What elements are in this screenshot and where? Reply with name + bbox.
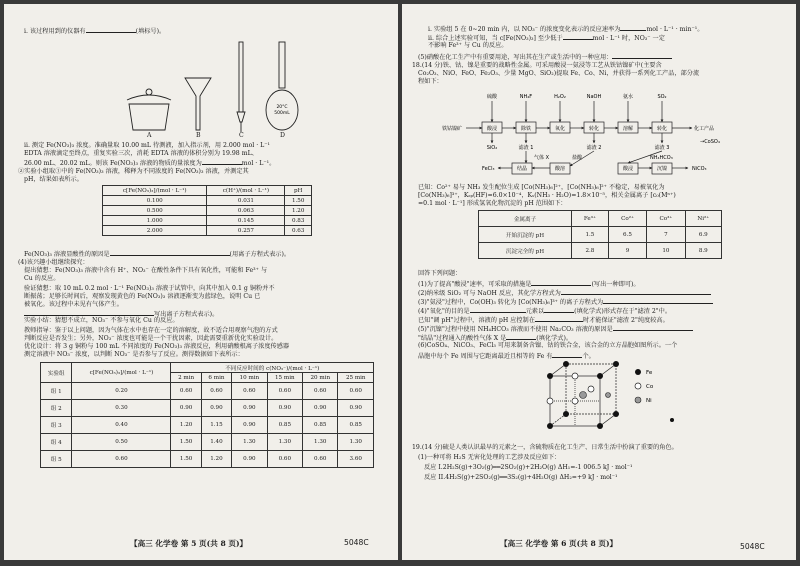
- text-line: 已知：Co²⁺ 易与 NH₃ 发生配位生成 [Co(NH₃)₆]²⁺，[Co(NH₃)₆]²⁺ 不稳定，易被氧化为: [418, 184, 665, 191]
- nitrate-table: 实验组 c[Fe(NO₃)₃]/(mol · L⁻¹) 不同反应时间的 c(NO₃⁻)/(mol · L⁻¹) 2 min 6 min 10 min 15 min 20 min 25 min 组 1 0.20 0.60 0.60 0.60 0.60 0.60 0.60 组 2 0.30 0.90 0.90 0.90 0.90 0.90 0.90 组 3 0.40 1.20 1.15 0.90 0.85 0.85 0.85 组 4 0.50 1.50 1.40 1.30 1.30 1.30 1.30 组 5 0.60 1.50 1.20 0.90 0.60 0.60 3.60: [40, 362, 374, 468]
- instr-label-c: C: [239, 132, 244, 139]
- text-line: Cu 的反应。: [24, 275, 60, 282]
- process-flow-diagram: [442, 87, 752, 179]
- flow-filtrate: 滤渣 1: [518, 145, 534, 151]
- table-row: 0.500 0.063 1.20: [103, 206, 312, 216]
- flow-sio2: SiO₂: [486, 145, 498, 151]
- text-line: 不影响 Fe³⁺ 与 Cu 的反应。: [428, 42, 508, 49]
- text-line: 18.(14 分)铁、钴、镍是重要的战略性金属。可采用酸浸一氨浸等工艺从铁钴镍矿中(主要含: [412, 62, 662, 69]
- text-line: (4)"氧化"的目的是 元素以 (填化学式)形式存在于"滤渣 2"中。: [418, 308, 672, 315]
- flow-filtrate: 滤渣 3: [654, 145, 670, 151]
- instr-label-b: B: [196, 132, 201, 139]
- flow-reagent: NH₄F: [519, 94, 533, 100]
- flow-reagent: 硫酸: [486, 94, 498, 100]
- flow-reagent: NaOH: [586, 94, 602, 100]
- page-code: 5048C: [740, 542, 765, 551]
- text-line: (3)"氨浸"过程中，Co(OH)₃ 转化为 [Co(NH₃)₆]³⁺ 的离子方程式为: [418, 297, 713, 307]
- legend-co-icon: [635, 383, 641, 389]
- funnel-icon: [185, 78, 211, 130]
- stray-dot: [670, 418, 674, 422]
- text-line: i. 实验组 5 在 0~20 min 内，以 NO₃⁻ 的浓度变化表示的反应速率为 mol · L⁻¹ · min⁻¹。: [428, 26, 704, 33]
- text-line: 断振荡；足够长时间后，观察发现黄色的 Fe(NO₃)₃ 溶液逐渐变为蓝绿色，说明 Cu 已: [24, 293, 261, 300]
- flow-step: 转化: [588, 126, 600, 132]
- crucible-icon: [127, 89, 171, 130]
- flow-bottom: NiCO₃: [692, 166, 707, 172]
- text-line: 测定溶液中 NO₃⁻ 浓度，以判断 NO₃⁻ 是否参与了反应。测得数据如下表所示：: [24, 351, 244, 358]
- flow-gas-x: 气体 X: [534, 155, 550, 161]
- text-line: 优化设计：将 3 g 铜粉与 100 mL 不同浓度的 Fe(NO₃)₃ 溶液反应，利用硝酸根离子浓度传感器: [24, 343, 290, 350]
- ph-table: c[Fe(NO₃)₃]/(mol · L⁻¹) c(H⁺)/(mol · L⁻¹) pH 0.100 0.031 1.50 0.500 0.063 1.20 1.000 0.145 0.83 2.000 0.257 0.63: [102, 185, 312, 236]
- instr-label-a: A: [147, 132, 152, 139]
- text-line: (5)"沉镍"过程中使用 NH₄HCO₃ 溶液而不使用 Na₂CO₃ 溶液的原因是: [418, 324, 693, 334]
- table-row: 组 4 0.50 1.50 1.40 1.30 1.30 1.30 1.30: [41, 434, 374, 451]
- text-line: (4)该兴趣小组继续探究：: [18, 259, 89, 266]
- flow-coso4: →CoSO₄: [700, 139, 720, 145]
- text-line: 程如下：: [418, 78, 443, 85]
- text-line: EDTA 溶液滴定至终点，重复实验三次，消耗 EDTA 溶液的体积分别为 19.98 mL、: [24, 150, 258, 157]
- text-line: =0.1 mol · L⁻¹] 形成氢氧化物沉淀的 pH 范围如下：: [418, 200, 567, 207]
- text-line: [Co(NH₃)₆]³⁺，Kₛₚ(HF)=6.0×10⁻⁴，Kₛ(NH₃ · H₂O)=1.8×10⁻⁵，相关金属离子 [c₀(Mⁿ⁺): [418, 192, 676, 199]
- text-line: 判断反应是否发生；另外，NO₃⁻ 浓度也可能是一个干扰因素，因此需要重新优化实验设计。: [24, 335, 278, 342]
- flow-hcl: 盐酸: [572, 155, 583, 161]
- flow-step: 氧化: [554, 126, 566, 132]
- text-line: (6)CoSO₄、NiCO₃、FeCl₃ 可用来制备含镍、钴的铁合金，该合金的立方晶胞如图所示。一个: [418, 342, 678, 349]
- legend-fe: Fe: [646, 370, 653, 376]
- instr-label-d: D: [280, 132, 285, 139]
- flow-bottom: 结晶: [516, 166, 528, 172]
- co-atoms: [547, 373, 594, 404]
- text-line: (1)为了提高"酸浸"速率，可采取的措施是 (写出一种即可)。: [418, 281, 640, 288]
- metal-ph-table: 金属离子 Fe³⁺ Co²⁺ Co³⁺ Ni²⁺ 开始沉淀的 pH 1.5 6.5 7 6.9 沉淀完全的 pH 2.8 9 10 8.9: [478, 210, 722, 259]
- text-line: 晶胞中每个 Fe 周围与它距离最近且相等的 Fe 有 个。: [418, 353, 595, 360]
- page-code: 5048C: [344, 538, 369, 547]
- table-row: 组 3 0.40 1.20 1.15 0.90 0.85 0.85 0.85: [41, 417, 374, 434]
- ni-atoms: [580, 392, 611, 399]
- crystal-cell-figure: [542, 360, 722, 440]
- table-row: 组 2 0.30 0.90 0.90 0.90 0.90 0.90 0.90: [41, 400, 374, 417]
- text-line: 被氧化。该过程中未见有气体产生。: [24, 301, 123, 308]
- flow-nh4hco3: NH₄HCO₃: [650, 155, 673, 161]
- legend-fe-icon: [635, 369, 641, 375]
- text-line: ii. 测定 Fe(NO₃)₃ 浓度。准确量取 10.00 mL 待测液，加入指示剂，用 2.000 mol · L⁻¹: [24, 142, 271, 149]
- flow-reagent: 氨水: [622, 94, 634, 100]
- left-page: [4, 4, 398, 560]
- text-line: (2)纳米级 SiO₂ 可与 NaOH 反应，其化学方程式为: [418, 288, 711, 298]
- flow-step: 转化: [656, 126, 668, 132]
- flow-step: 酸浸: [486, 126, 498, 132]
- flask-label-volume: 500mL: [274, 111, 290, 116]
- table-row: 组 1 0.20 0.60 0.60 0.60 0.60 0.60 0.60: [41, 383, 374, 400]
- flow-bottom: 沉镍: [656, 166, 668, 172]
- text-line: Fe(NO₃)₃ 溶液显酸性的原因是 (用离子方程式表示)。: [24, 251, 291, 258]
- text-line: ②实验小组取①中的 Fe(NO₃)₃ 溶液，稀释为不同浓度的 Fe(NO₃)₃ 溶液，并测定其: [18, 168, 249, 175]
- flow-ore: 铁钴镍矿: [442, 126, 463, 132]
- text-line: 写出离子方程式表示)。: [24, 309, 218, 319]
- legend-ni-icon: [635, 397, 641, 403]
- text-line: pH，结果如表所示。: [24, 176, 83, 183]
- text-line: (5)硝酸在化工生产中有重要用途，写出其在生产或生活中的一种应用：: [418, 52, 672, 62]
- flow-reagent: SO₂: [657, 94, 667, 100]
- volumetric-flask-icon: [266, 42, 298, 130]
- text-line: 验证猜想：取 10 mL 0.2 mol · L⁻¹ Fe(NO₃)₃ 溶液于试管中，向其中加入 0.1 g 铜粉并不: [24, 285, 275, 292]
- table-row: 0.100 0.031 1.50: [103, 196, 312, 206]
- text-line: 回答下列问题：: [418, 270, 462, 277]
- text-line: 19.(14 分)硫是人类认识最早的元素之一，含硫物质在化工生产、日常生活中扮演了重要的角色。: [412, 444, 678, 451]
- lab-instruments-figure: [99, 38, 299, 133]
- flow-reagent: H₂O₂: [554, 94, 566, 100]
- flow-bottom: 酸溶: [554, 166, 566, 172]
- text-line: 教师指导：鉴于以上问题，因为气体在水中也存在一定的溶解度，故不适合用观察气泡的方式: [24, 327, 278, 334]
- flow-step: 除铁: [520, 126, 532, 132]
- text-line: (1)一种可将 H₂S 无害化处理的工艺涉及反应如下：: [418, 454, 561, 461]
- table-row: 组 5 0.60 1.50 1.20 0.90 0.60 0.60 3.60: [41, 451, 374, 468]
- page-footer: 【高三 化学卷 第 6 页(共 8 页)】: [500, 539, 618, 548]
- flow-product: 化工产品: [694, 126, 715, 132]
- flow-filtrate: 滤渣 2: [586, 145, 602, 151]
- text-line: 实验小结：猜想不成立，NO₃⁻ 不参与氧化 Cu 的反应。: [24, 317, 179, 324]
- legend-co: Co: [646, 384, 654, 390]
- text-line: Co₂O₃、NiO、FeO、Fe₂O₃、少量 MgO、SiO₂)提取 Fe、Co、Ni，并获得一系列化工产品，部分流: [418, 70, 700, 77]
- text-line: 反应 II.4H₂S(g)+2SO₂(g)══3S₂(g)+4H₂O(g) ΔH₂=+9 kJ · mol⁻¹: [424, 474, 618, 481]
- text-line: 26.00 mL、20.02 mL。则该 Fe(NO₃)₃ 溶液的物质的量浓度为 mol · L⁻¹。: [24, 160, 276, 167]
- right-page: [402, 4, 796, 560]
- flow-bottom: 酸浸: [622, 166, 634, 172]
- text-line: ii. 综合上述实验可知，当 c[Fe(NO₃)₃] 至少低于 mol · L⁻¹ 时，NO₃⁻ 一定: [428, 35, 665, 42]
- page-footer: 【高三 化学卷 第 5 页(共 8 页)】: [130, 539, 248, 548]
- table-row: 沉淀完全的 pH 2.8 9 10 8.9: [479, 243, 722, 259]
- table-row: 1.000 0.145 0.83: [103, 216, 312, 226]
- burette-icon: [237, 42, 245, 132]
- text-line: 已知"调 pH"过程中，溶液的 pH 应控制在 时才能保证"滤渣 2"纯度较高。: [418, 317, 669, 324]
- question-i: i. 该过程用到的仪器有 (填标号)。: [24, 28, 166, 35]
- flow-step: 溶解: [622, 126, 634, 132]
- table-row: 2.000 0.257 0.63: [103, 226, 312, 236]
- legend-ni: Ni: [646, 398, 652, 404]
- flask-label-temp: 20°C: [276, 105, 288, 110]
- text-line: "结晶"过程通入的酸性气体 X 是 (填化学式)。: [418, 335, 573, 342]
- flow-bottom: FeCl₃: [482, 166, 495, 172]
- table-row: 开始沉淀的 pH 1.5 6.5 7 6.9: [479, 227, 722, 243]
- text-line: 反应 I.2H₂S(g)+3O₂(g)══2SO₂(g)+2H₂O(g) ΔH₁=-1 006.5 kJ · mol⁻¹: [424, 464, 633, 471]
- text-line: 提出猜想：Fe(NO₃)₃ 溶液中含有 H⁺、NO₃⁻ 在酸性条件下具有氧化性，可能和 Fe³⁺ 与: [24, 267, 268, 274]
